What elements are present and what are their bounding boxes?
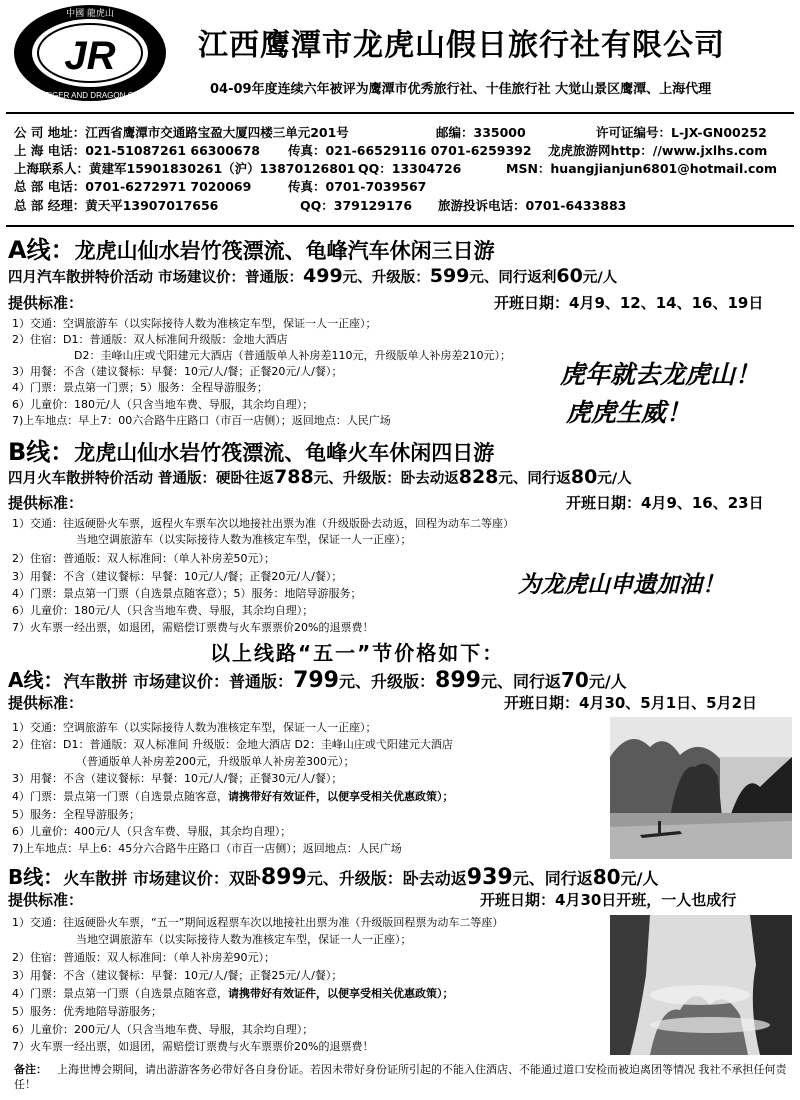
route-b2-item: 4）门票：景点第一门票（自选景点随客意，请携带好有效证件，以便享受相关优惠政策）；: [12, 987, 454, 1000]
route-a2-item: 7)上车地点：早上6：45分六合路牛庄路口（市百一店侧）；返回地点：人民广场: [12, 842, 402, 855]
route-b-item: 当地空调旅游车（以实际接待人数为准核定车型，保证一人一正座）；: [76, 533, 412, 546]
route-b2-item: 5）服务：优秀地陪导游服务；: [12, 1005, 162, 1018]
route-b-dates: 开班日期：4月9、16、23日: [566, 494, 764, 512]
route-a-item: 1）交通：空调旅游车（以实际接待人数为准核定车型，保证一人一正座）；: [12, 317, 377, 330]
route-b-standard-label: 提供标准：: [8, 494, 84, 512]
route-a2-item: （普通版单人补房差200元，升级版单人补房差300元）；: [76, 755, 355, 768]
route-a-item: 4）门票：景点第一门票；5）服务：全程导游服务；: [12, 381, 268, 394]
route-a-title: A线：龙虎山仙水岩竹筏漂流、龟峰汽车休闲三日游: [8, 236, 495, 264]
contact-hq-phone: 总 部 电话：0701-6272971 7020069: [14, 179, 252, 194]
route-b2-dates: 开班日期：4月30日开班，一人也成行: [480, 891, 737, 909]
logo-ring-text: JMT TIGER AND DRAGON CHINA: [27, 91, 153, 100]
logo-cn-text: 中國 龍虎山: [66, 9, 114, 19]
route-b2-item: 6）儿童价：200元/人（只含当地车费、导服，其余均自理）；: [12, 1023, 314, 1036]
company-name: 江西鹰潭市龙虎山假日旅行社有限公司: [198, 28, 725, 63]
route-a-item: 3）用餐：不含（建议餐标：早餐：10元/人/餐；正餐20元/人/餐）；: [12, 365, 343, 378]
slogan-tiger-year: 虎年就去龙虎山！: [560, 360, 761, 389]
contact-complaint: 旅游投诉电话：0701-6433883: [438, 198, 627, 213]
contact-sh-person: 上海联系人：黄建军15901830261（沪）13870126801: [14, 161, 356, 176]
route-a-item: D2：圭峰山庄或弋阳建元大酒店（普通版单人补房差110元，升级版单人补房差210元）；: [74, 349, 511, 362]
route-a2-item: 3）用餐：不含（建议餐标：早餐：10元/人/餐；正餐30元/人/餐）；: [12, 772, 343, 785]
contact-address: 公 司 地址：江西省鹰潭市交通路宝盈大厦四楼三单元201号: [14, 125, 349, 140]
company-logo: [10, 2, 170, 104]
route-b2-price: B线：火车散拼 市场建议价：双卧899元、升级版：卧去动返939元、同行返80元/人: [8, 865, 659, 890]
route-b-item: 7）火车票一经出票，如退团，需赔偿订票费与火车票票价20%的退票费！: [12, 621, 374, 634]
route-a2-item: 4）门票：景点第一门票（自选景点随客意，请携带好有效证件，以便享受相关优惠政策）；: [12, 790, 454, 803]
route-a-price: 四月汽车散拼特价活动 市场建议价：普通版：499元、升级版：599元、同行返利60元/人: [8, 265, 618, 287]
route-a-standard-label: 提供标准：: [8, 294, 84, 312]
route-a2-item: 5）服务：全程导游服务；: [12, 808, 140, 821]
contact-postcode: 邮编：335000: [436, 125, 526, 140]
divider-top: [6, 112, 794, 114]
route-a-item: 2）住宿：D1：普通版：双人标准间升级版：金地大酒店: [12, 333, 288, 346]
route-b2-item: 7）火车票一经出票，如退团，需赔偿订票费与火车票票价20%的退票费！: [12, 1040, 374, 1053]
route-a-item: 6）儿童价：180元/人（只含当地车费、导服，其余均自理）；: [12, 398, 314, 411]
route-b-item: 2）住宿：普通版：双人标准间：（单人补房差50元）；: [12, 552, 275, 565]
landscape-photo-mountains: [610, 915, 792, 1055]
honor-line: 04-09年度连续六年被评为鹰潭市优秀旅行社、十佳旅行社 大觉山景区鹰潭、上海代理: [210, 82, 712, 97]
route-b-item: 4）门票：景点第一门票（自选景点随客意）；5）服务：地陪导游服务；: [12, 587, 362, 600]
route-a-dates: 开班日期：4月9、12、14、16、19日: [494, 294, 764, 312]
contact-hq-manager: 总 部 经理：黄天平13907017656: [14, 198, 219, 213]
contact-qq: QQ：13304726: [358, 161, 462, 176]
logo-letters: JR: [64, 34, 116, 78]
divider-contact: [6, 225, 794, 227]
contact-sh-fax: 传真：021-66529116 0701-6259392: [288, 143, 532, 158]
contact-msn[interactable]: MSN：huangjianjun6801@hotmail.com: [506, 161, 778, 176]
route-b-item: 3）用餐：不含（建议餐标：早餐：10元/人/餐；正餐20元/人/餐）；: [12, 570, 343, 583]
footer-note: 备注： 上海世博会期间，请出游游客务必带好各自身份证。若因未带好身份证所引起的不能入住酒店、不能通过道口安检而被迫离团等情况 我社不承担任何责任！: [14, 1063, 787, 1091]
route-a2-item: 1）交通：空调旅游车（以实际接待人数为准核定车型，保证一人一正座）；: [12, 721, 377, 734]
route-a2-item: 2）住宿：D1：普通版：双人标准间 升级版：金地大酒店 D2：圭峰山庄或弋阳建元大酒店: [12, 738, 453, 751]
route-b-price: 四月火车散拼特价活动 普通版：硬卧往返788元、升级版：卧去动返828元、同行返80元/人: [8, 466, 632, 488]
contact-sh-phone: 上 海 电话：021-51087261 66300678: [14, 143, 260, 158]
slogan-heritage: 为龙虎山申遗加油！: [518, 571, 725, 598]
route-b-item: 6）儿童价：180元/人（只含当地车费、导服，其余均自理）；: [12, 604, 314, 617]
slogan-tiger-power: 虎虎生威！: [566, 398, 692, 427]
route-b2-item: 1）交通：往返硬卧火车票，“五一”期间返程票车次以地接社出票为准（升级版回程票为动车二等座）: [12, 916, 504, 929]
landscape-photo-river: [610, 717, 792, 859]
route-a2-dates: 开班日期：4月30、5月1日、5月2日: [504, 694, 758, 712]
route-b2-standard-label: 提供标准：: [8, 891, 84, 909]
route-b-title: B线：龙虎山仙水岩竹筏漂流、龟峰火车休闲四日游: [8, 438, 495, 466]
route-a2-price: A线：汽车散拼 市场建议价：普通版：799元、升级版：899元、同行返70元/人: [8, 668, 627, 693]
contact-hq-qq: QQ：379129176: [300, 198, 413, 213]
contact-hq-fax: 传真：0701-7039567: [288, 179, 427, 194]
route-b2-item: 当地空调旅游车（以实际接待人数为准核定车型，保证一人一正座）；: [76, 933, 412, 946]
route-a-item: 7)上车地点：早上7：00六合路牛庄路口（市百一店侧）；返回地点：人民广场: [12, 414, 391, 427]
route-b2-item: 3）用餐：不含（建议餐标：早餐：10元/人/餐；正餐25元/人/餐）；: [12, 969, 343, 982]
contact-website[interactable]: 龙虎旅游网http：//www.jxlhs.com: [548, 143, 768, 158]
route-b-item: 1）交通：往返硬卧火车票，返程火车票车次以地接社出票为准（升级版卧去动返，回程为动车二等座）: [12, 517, 514, 530]
route-a2-standard-label: 提供标准：: [8, 694, 84, 712]
route-b2-item: 2）住宿：普通版：双人标准间：（单人补房差90元）；: [12, 951, 275, 964]
may-day-title: 以上线路“五一”节价格如下：: [210, 641, 505, 665]
route-a2-item: 6）儿童价：400元/人（只含车费、导服，其余均自理）；: [12, 825, 292, 838]
contact-license: 许可证编号：L-JX-GN00252: [596, 125, 767, 140]
